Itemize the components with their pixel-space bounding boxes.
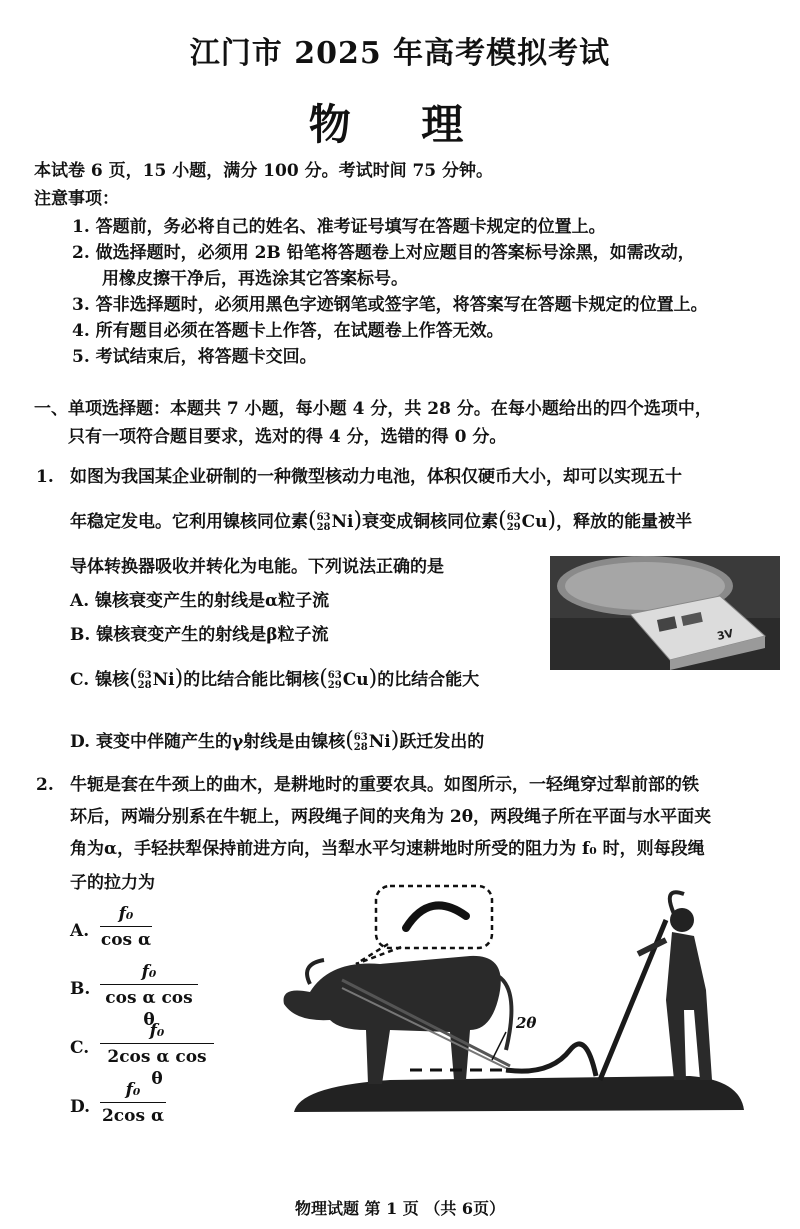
option-a: A. 镍核衰变产生的射线是α粒子流 (70, 591, 330, 611)
notice-item: 3. 答非选择题时，必须用黑色字迹钢笔或签字笔，将答案写在答题卡规定的位置上。 (72, 295, 708, 315)
question-number: 1. (36, 467, 54, 487)
text-fragment: 年稳定发电。它利用镍核同位素 (70, 512, 308, 532)
option-label: A. (70, 921, 90, 941)
exam-title: 江门市 2025 年高考模拟考试 (189, 36, 611, 71)
question-text: 角为α，手轻扶犁保持前进方向，当犁水平匀速耕地时所受的阻力为 f₀ 时，则每段绳 (70, 839, 705, 859)
text-fragment: 衰变成铜核同位素 (362, 512, 499, 532)
option-c-fraction: f₀ 2cos α cos θ (100, 1021, 214, 1090)
option-d-fraction: f₀ 2cos α (101, 1080, 165, 1126)
option-b: B. 镍核衰变产生的射线是β粒子流 (70, 625, 329, 645)
page-footer: 物理试题 第 1 页 （共 6页） (294, 1199, 506, 1218)
section-heading: 一、单项选择题：本题共 7 小题，每小题 4 分，共 28 分。在每小题给出的四个选项中， (34, 399, 712, 419)
option-label: C. (70, 1038, 90, 1058)
question-text: 导体转换器吸收并转化为电能。下列说法正确的是 (70, 557, 444, 577)
notice-item: 5. 考试结束后，将答题卡交回。 (72, 347, 317, 367)
section-heading-cont: 只有一项符合题目要求，选对的得 4 分，选错的得 0 分。 (68, 427, 507, 447)
notice-item: 2. 做选择题时，必须用 2B 铅笔将答题卷上对应题目的答案标号涂黑，如需改动， (72, 243, 695, 263)
question-text: 牛轭是套在牛颈上的曲木，是耕地时的重要农具。如图所示，一轻绳穿过犁前部的铁 (70, 775, 699, 795)
question-text: 如图为我国某企业研制的一种微型核动力电池，体积仅硬币大小，却可以实现五十 (70, 467, 682, 487)
option-label: D. (70, 1097, 91, 1117)
isotope-cu: 63 29 (506, 511, 521, 533)
battery-label: 3V (715, 626, 735, 643)
angle-label: 2θ (516, 1014, 537, 1032)
option-label: B. (70, 979, 91, 999)
notice-item: 1. 答题前，务必将自己的姓名、准考证号填写在答题卡规定的位置上。 (72, 217, 606, 237)
subject-title: 物 理 (308, 100, 492, 149)
option-b-fraction: f₀ cos α cos θ (100, 962, 198, 1031)
question-number: 2. (36, 775, 54, 795)
ox-plow-illustration (270, 880, 770, 1130)
notice-title: 注意事项： (34, 189, 119, 209)
text-fragment: ，释放的能量被半 (556, 512, 693, 532)
notice-item: 用橡皮擦干净后，再选涂其它答案标号。 (102, 269, 408, 289)
isotope-ni: 63 28 (316, 511, 331, 533)
option-c: C. 镍核( 63 28 Ni)的比结合能比铜核( 63 29 Cu)的比结合能大 (70, 666, 480, 691)
option-d: D. 衰变中伴随产生的γ射线是由镍核( 63 28 Ni)跃迁发出的 (70, 728, 485, 753)
question-text: 年稳定发电。它利用镍核同位素( 63 28 Ni)衰变成铜核同位素( 63 29 Cu)，释放的能量被半 (70, 508, 693, 533)
notice-item: 4. 所有题目必须在答题卡上作答，在试题卷上作答无效。 (72, 321, 504, 341)
exam-summary: 本试卷 6 页，15 小题，满分 100 分。考试时间 75 分钟。 (34, 161, 494, 181)
question-text: 环后，两端分别系在牛轭上，两段绳子间的夹角为 2θ，两段绳子所在平面与水平面夹 (70, 807, 712, 827)
option-a-fraction: f₀ cos α (100, 904, 152, 950)
question-text: 子的拉力为 (70, 873, 155, 893)
battery-photo (550, 556, 780, 670)
